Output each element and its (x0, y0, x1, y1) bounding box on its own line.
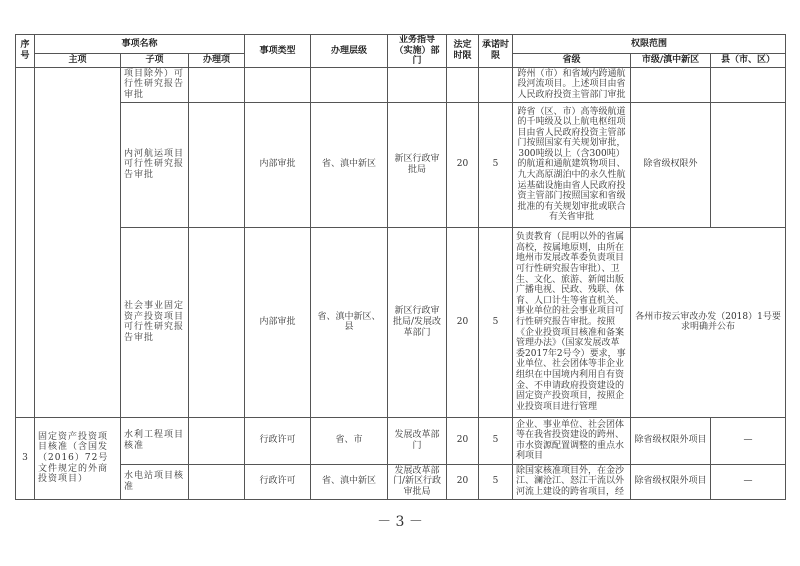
level-cell (311, 67, 388, 102)
header-handling-item: 办理项 (189, 54, 245, 68)
dept-cell (388, 67, 447, 102)
type-cell: 内部审批 (245, 227, 311, 417)
seq-cell: 3 (16, 417, 35, 499)
header-promise-limit: 承诺时限 (479, 35, 513, 68)
level-cell: 省、滇中新区 (311, 464, 388, 499)
county-cell: — (711, 417, 786, 464)
province-cell: 跨州（市）和省域内跨通航段河流项目。上述项目由省人民政府投资主管部门审批 (513, 67, 631, 102)
sub-item-cell: 内河航运项目可行性研究报告审批 (121, 102, 189, 227)
promise-cell: 5 (479, 227, 513, 417)
promise-cell: 5 (479, 417, 513, 464)
handling-item-cell (189, 102, 245, 227)
table-row (16, 67, 786, 102)
header-item-type: 事项类型 (245, 35, 311, 68)
seq-cell (16, 67, 35, 417)
dept-cell: 新区行政审批局 (388, 102, 447, 227)
header-legal-limit: 法定时限 (447, 35, 479, 68)
header-province: 省级 (513, 54, 631, 68)
header-seq: 序号 (16, 35, 35, 68)
header-city: 市级/滇中新区 (631, 54, 711, 68)
legal-cell: 20 (447, 464, 479, 499)
handling-item-cell (189, 67, 245, 102)
handling-item-cell (189, 417, 245, 464)
promise-cell: 5 (479, 464, 513, 499)
type-cell: 行政许可 (245, 417, 311, 464)
legal-cell: 20 (447, 227, 479, 417)
header-scope: 权限范围 (513, 35, 786, 54)
type-cell: 行政许可 (245, 464, 311, 499)
table-row (16, 464, 786, 499)
main-item-cell (35, 67, 121, 417)
level-cell: 省、市 (311, 417, 388, 464)
county-cell (711, 67, 786, 102)
sub-item-cell: 水电站项目核准 (121, 464, 189, 499)
table-row (16, 227, 786, 417)
sub-item-cell: 社会事业固定资产投资项目可行性研究报告审批 (121, 227, 189, 417)
dept-cell: 发展改革部门/新区行政审批局 (388, 464, 447, 499)
county-cell: — (711, 464, 786, 499)
level-cell: 省、滇中新区、县 (311, 227, 388, 417)
city-cell (631, 67, 711, 102)
city-county-cell: 各州市按云审改办发（2018）1号要求明确并公布 (631, 227, 786, 417)
header-level: 办理层级 (311, 35, 388, 68)
dept-cell: 发展改革部门 (388, 417, 447, 464)
level-cell: 省、滇中新区 (311, 102, 388, 227)
legal-cell (447, 67, 479, 102)
header-row-1 (16, 35, 786, 54)
type-cell (245, 67, 311, 102)
main-item-cell: 固定资产投资项目核准（含国发（2016）72号文件规定的外商投资项目） (35, 417, 121, 499)
province-cell: 负责教育（昆明以外的省属高校，按属地原则，由所在地州市发展改革委负责项目可行性研究报告审批）、卫生、文化、旅游、新闻出版广播电视、民政、残联、体育、人口计生等省直机关、事业单位的社会事业项目可行性研究报告审批。按照《企业投资项目核准和备案管理办法》（国家发展改革委2017年2号令）要求，事业单位、社会团体等非企业组织在中国境内利用自有资金、不申请政府投资建设的固定资产投资项目，按照企业投资项目进行管理 (513, 227, 631, 417)
legal-cell: 20 (447, 417, 479, 464)
sub-item-cell: 项目除外）可行性研究报告审批 (121, 67, 189, 102)
handling-item-cell (189, 464, 245, 499)
province-cell: 跨省（区、市）高等级航道的千吨级及以上航电枢纽项目由省人民政府投资主管部门按照国家有关规划审批，300吨级以上（含300吨）的航道和通航建筑物项目、九大高原湖泊中的永久性航运基础设施由省人民政府投资主管部门按照国家和省级批准的有关规划审批或联合有关省审批 (513, 102, 631, 227)
header-sub-item: 子项 (121, 54, 189, 68)
sub-item-cell: 水利工程项目核准 (121, 417, 189, 464)
province-cell: 企业、事业单位、社会团体等在我省投资建设的跨州、市水资源配置调整的重点水利项目 (513, 417, 631, 464)
header-dept: 业务指导（实施）部门 (388, 35, 447, 68)
city-cell: 除省级权限外项目 (631, 417, 711, 464)
dept-cell: 新区行政审批局/发展改革部门 (388, 227, 447, 417)
province-cell: 除国家核准项目外，在金沙江、澜沧江、怒江干流以外河流上建设的跨省项目，经 (513, 464, 631, 499)
handling-item-cell (189, 227, 245, 417)
page-number: － 3 － (377, 514, 423, 530)
header-county: 县（市、区） (711, 54, 786, 68)
table-row (16, 417, 786, 464)
county-cell (711, 102, 786, 227)
city-cell: 除省级权限外项目 (631, 464, 711, 499)
legal-cell: 20 (447, 102, 479, 227)
city-cell: 除省级权限外 (631, 102, 711, 227)
promise-cell: 5 (479, 102, 513, 227)
authority-table (15, 34, 786, 500)
table-row (16, 102, 786, 227)
promise-cell (479, 67, 513, 102)
header-item-name: 事项名称 (35, 35, 245, 54)
type-cell: 内部审批 (245, 102, 311, 227)
header-main-item: 主项 (35, 54, 121, 68)
